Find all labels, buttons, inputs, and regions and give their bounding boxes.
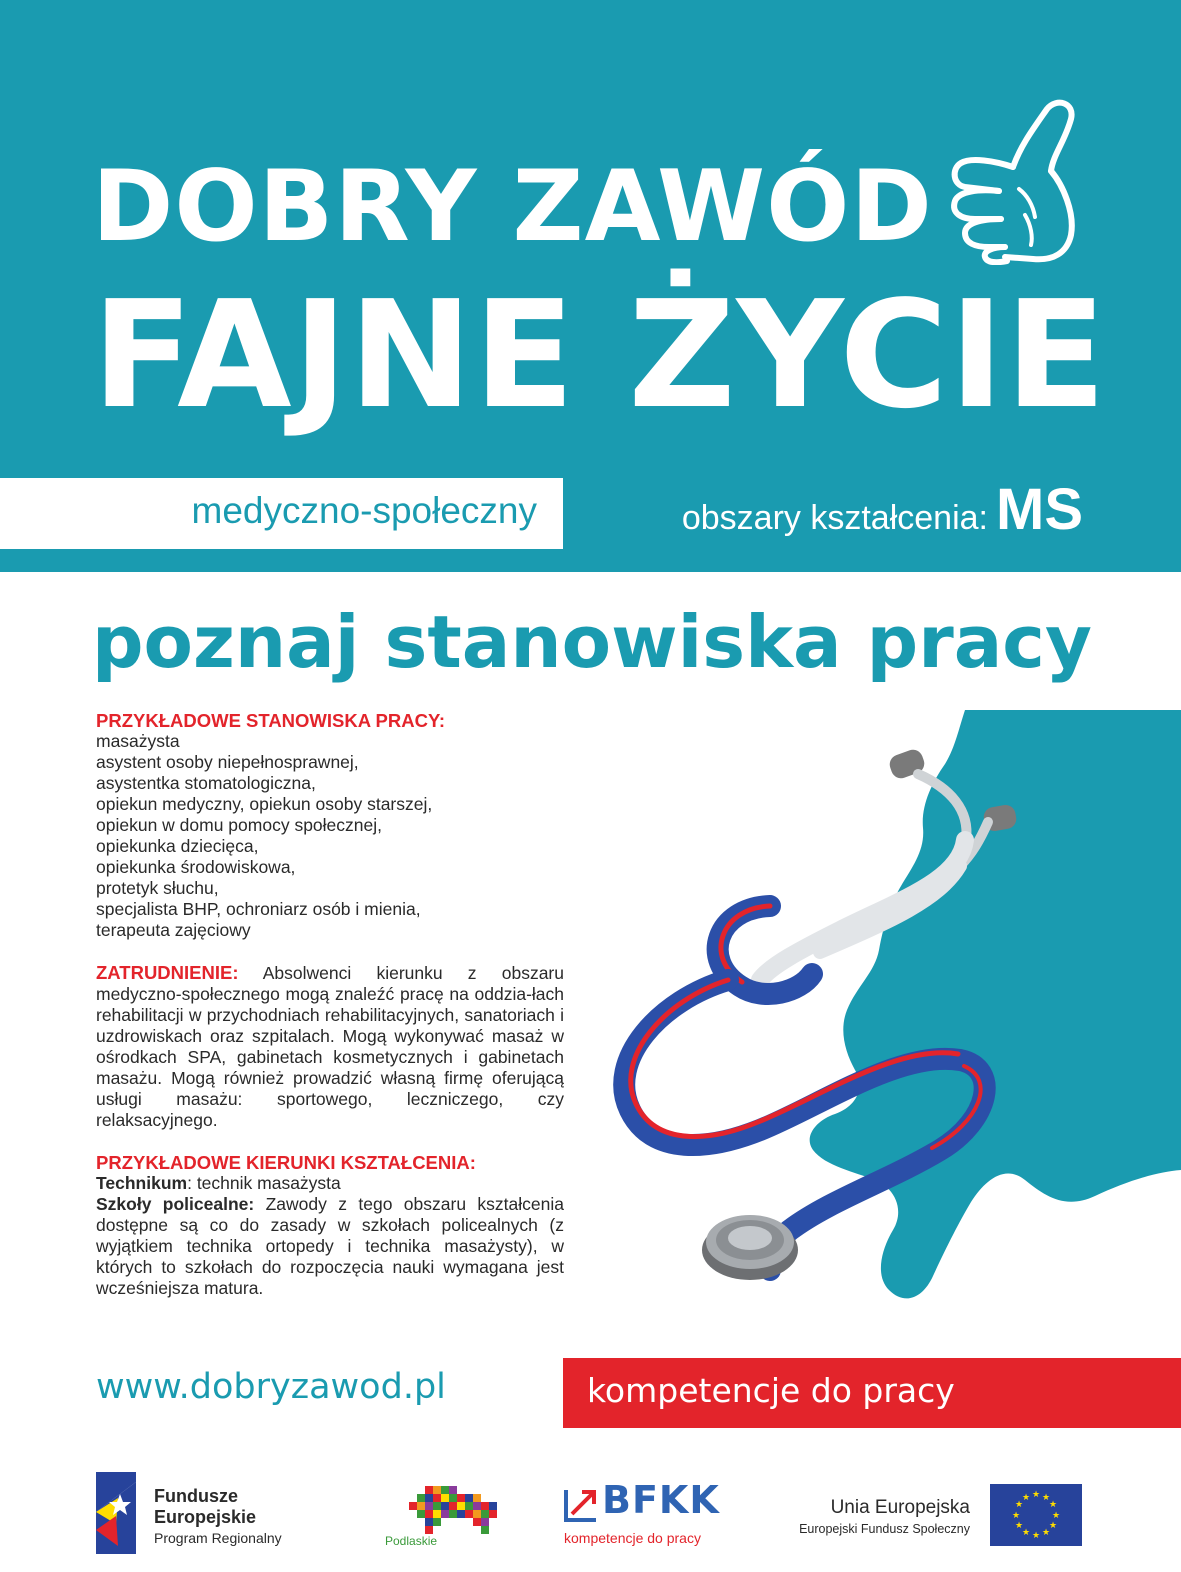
svg-text:★: ★: [1011, 1511, 1021, 1521]
podlaskie-bison-icon: [385, 1482, 515, 1534]
eu-flag-icon: [990, 1484, 1082, 1546]
svg-text:★: ★: [1048, 1521, 1058, 1531]
content-column: [96, 710, 564, 1299]
list-item: opiekunka dziecięca,: [96, 836, 259, 856]
hero-banner: [0, 0, 1181, 572]
area-code-line: [682, 476, 1083, 543]
list-item: specjalista BHP, ochroniarz osób i mienia,: [96, 899, 421, 919]
education-heading: PRZYKŁADOWE KIERUNKI KSZTAŁCENIA:: [96, 1152, 476, 1173]
competence-banner-label: kompetencje do pracy: [587, 1371, 955, 1410]
employment-heading: ZATRUDNIENIE:: [96, 962, 239, 983]
stethoscope-illustration: [600, 730, 1050, 1310]
list-item: masażysta: [96, 731, 180, 751]
svg-text:★: ★: [1031, 1531, 1041, 1541]
list-item: opiekun w domu pomocy społecznej,: [96, 815, 382, 835]
technikum-text: : technik masażysta: [187, 1173, 341, 1193]
area-code-label: obszary kształcenia:: [681, 499, 988, 537]
list-item: asystentka stomatologiczna,: [96, 773, 316, 793]
podlaskie-logo: [385, 1482, 515, 1554]
technikum-label: Technikum: [96, 1173, 188, 1193]
website-link[interactable]: www.dobryzawod.pl: [96, 1367, 446, 1407]
svg-text:★: ★: [1014, 1500, 1024, 1510]
competence-banner: [563, 1358, 1181, 1428]
technikum-line: [96, 1173, 564, 1194]
fe-line-3: Program Regionalny: [154, 1530, 282, 1546]
list-item: opiekun medyczny, opiekun osoby starszej,: [96, 794, 433, 814]
area-label: medyczno-społeczny: [191, 490, 537, 531]
policealne-text: Zawody z tego obszaru kształcenia dostępne są co do zasady w szkołach policealnych (z wyjątkiem technika ortopedy i technika masażysty), w których to szkołach do rozpoczęcia nauki wymagana jest wcześniejsza matura.: [96, 1194, 564, 1298]
bfkk-logo: [562, 1478, 722, 1554]
bfkk-arrow-icon: [562, 1486, 602, 1526]
fe-line-1: Fundusze: [154, 1486, 238, 1506]
jobs-list: [96, 731, 564, 941]
fundusze-europejskie-icon: [96, 1472, 140, 1554]
svg-text:★: ★: [1031, 1490, 1041, 1500]
headline-line-2: FAJNE ŻYCIE: [92, 269, 1108, 441]
svg-text:★: ★: [1014, 1521, 1024, 1531]
employment-paragraph: [96, 962, 564, 1131]
fundusze-europejskie-text: [154, 1486, 282, 1548]
eu-line-1: Unia Europejska: [830, 1497, 970, 1518]
svg-text:★: ★: [1041, 1493, 1051, 1503]
eu-text: [799, 1496, 970, 1538]
podlaskie-label: Podlaskie: [385, 1534, 438, 1548]
list-item: asystent osoby niepełnosprawnej,: [96, 752, 359, 772]
list-item: terapeuta zajęciowy: [96, 920, 251, 940]
bfkk-name: BFKK: [602, 1478, 720, 1522]
policealne-label: Szkoły policealne:: [96, 1194, 255, 1214]
svg-text:★: ★: [1021, 1493, 1031, 1503]
svg-text:★: ★: [1048, 1500, 1058, 1510]
eu-line-2: Europejski Fundusz Społeczny: [799, 1522, 970, 1536]
fundusze-europejskie-logo: [96, 1472, 326, 1554]
area-label-box: [0, 478, 563, 549]
policealne-paragraph: [96, 1194, 564, 1299]
fe-line-2: Europejskie: [154, 1507, 257, 1527]
employment-text: Absolwenci kierunku z obszaru medyczno-społecznego mogą znaleźć pracę na oddzia-łach rehabilitacji w przychodniach rehabilitacyjnych, sanatoriach i uzdrowiskach oraz szpitalach. Mogą wykonywać masaż w ośrodkach SPA, gabinetach kosmetycznych i gabinetach masażu. Mogą również prowadzić własną firmę oferującą usługi masażu: sportowego, leczniczego, czy relaksacyjnego.: [96, 963, 564, 1130]
subtitle: poznaj stanowiska pracy: [92, 600, 1092, 684]
jobs-heading: PRZYKŁADOWE STANOWISKA PRACY:: [96, 710, 446, 731]
list-item: opiekunka środowiskowa,: [96, 857, 296, 877]
eu-logo: [780, 1484, 1082, 1548]
svg-text:★: ★: [1051, 1511, 1061, 1521]
list-item: protetyk słuchu,: [96, 878, 219, 898]
bfkk-tagline: kompetencje do pracy: [564, 1530, 701, 1546]
thumbs-up-icon: [935, 95, 1085, 265]
headline-line-1: DOBRY ZAWÓD: [92, 150, 933, 264]
svg-text:★: ★: [1021, 1528, 1031, 1538]
svg-text:★: ★: [1041, 1528, 1051, 1538]
area-code: MS: [996, 477, 1083, 542]
